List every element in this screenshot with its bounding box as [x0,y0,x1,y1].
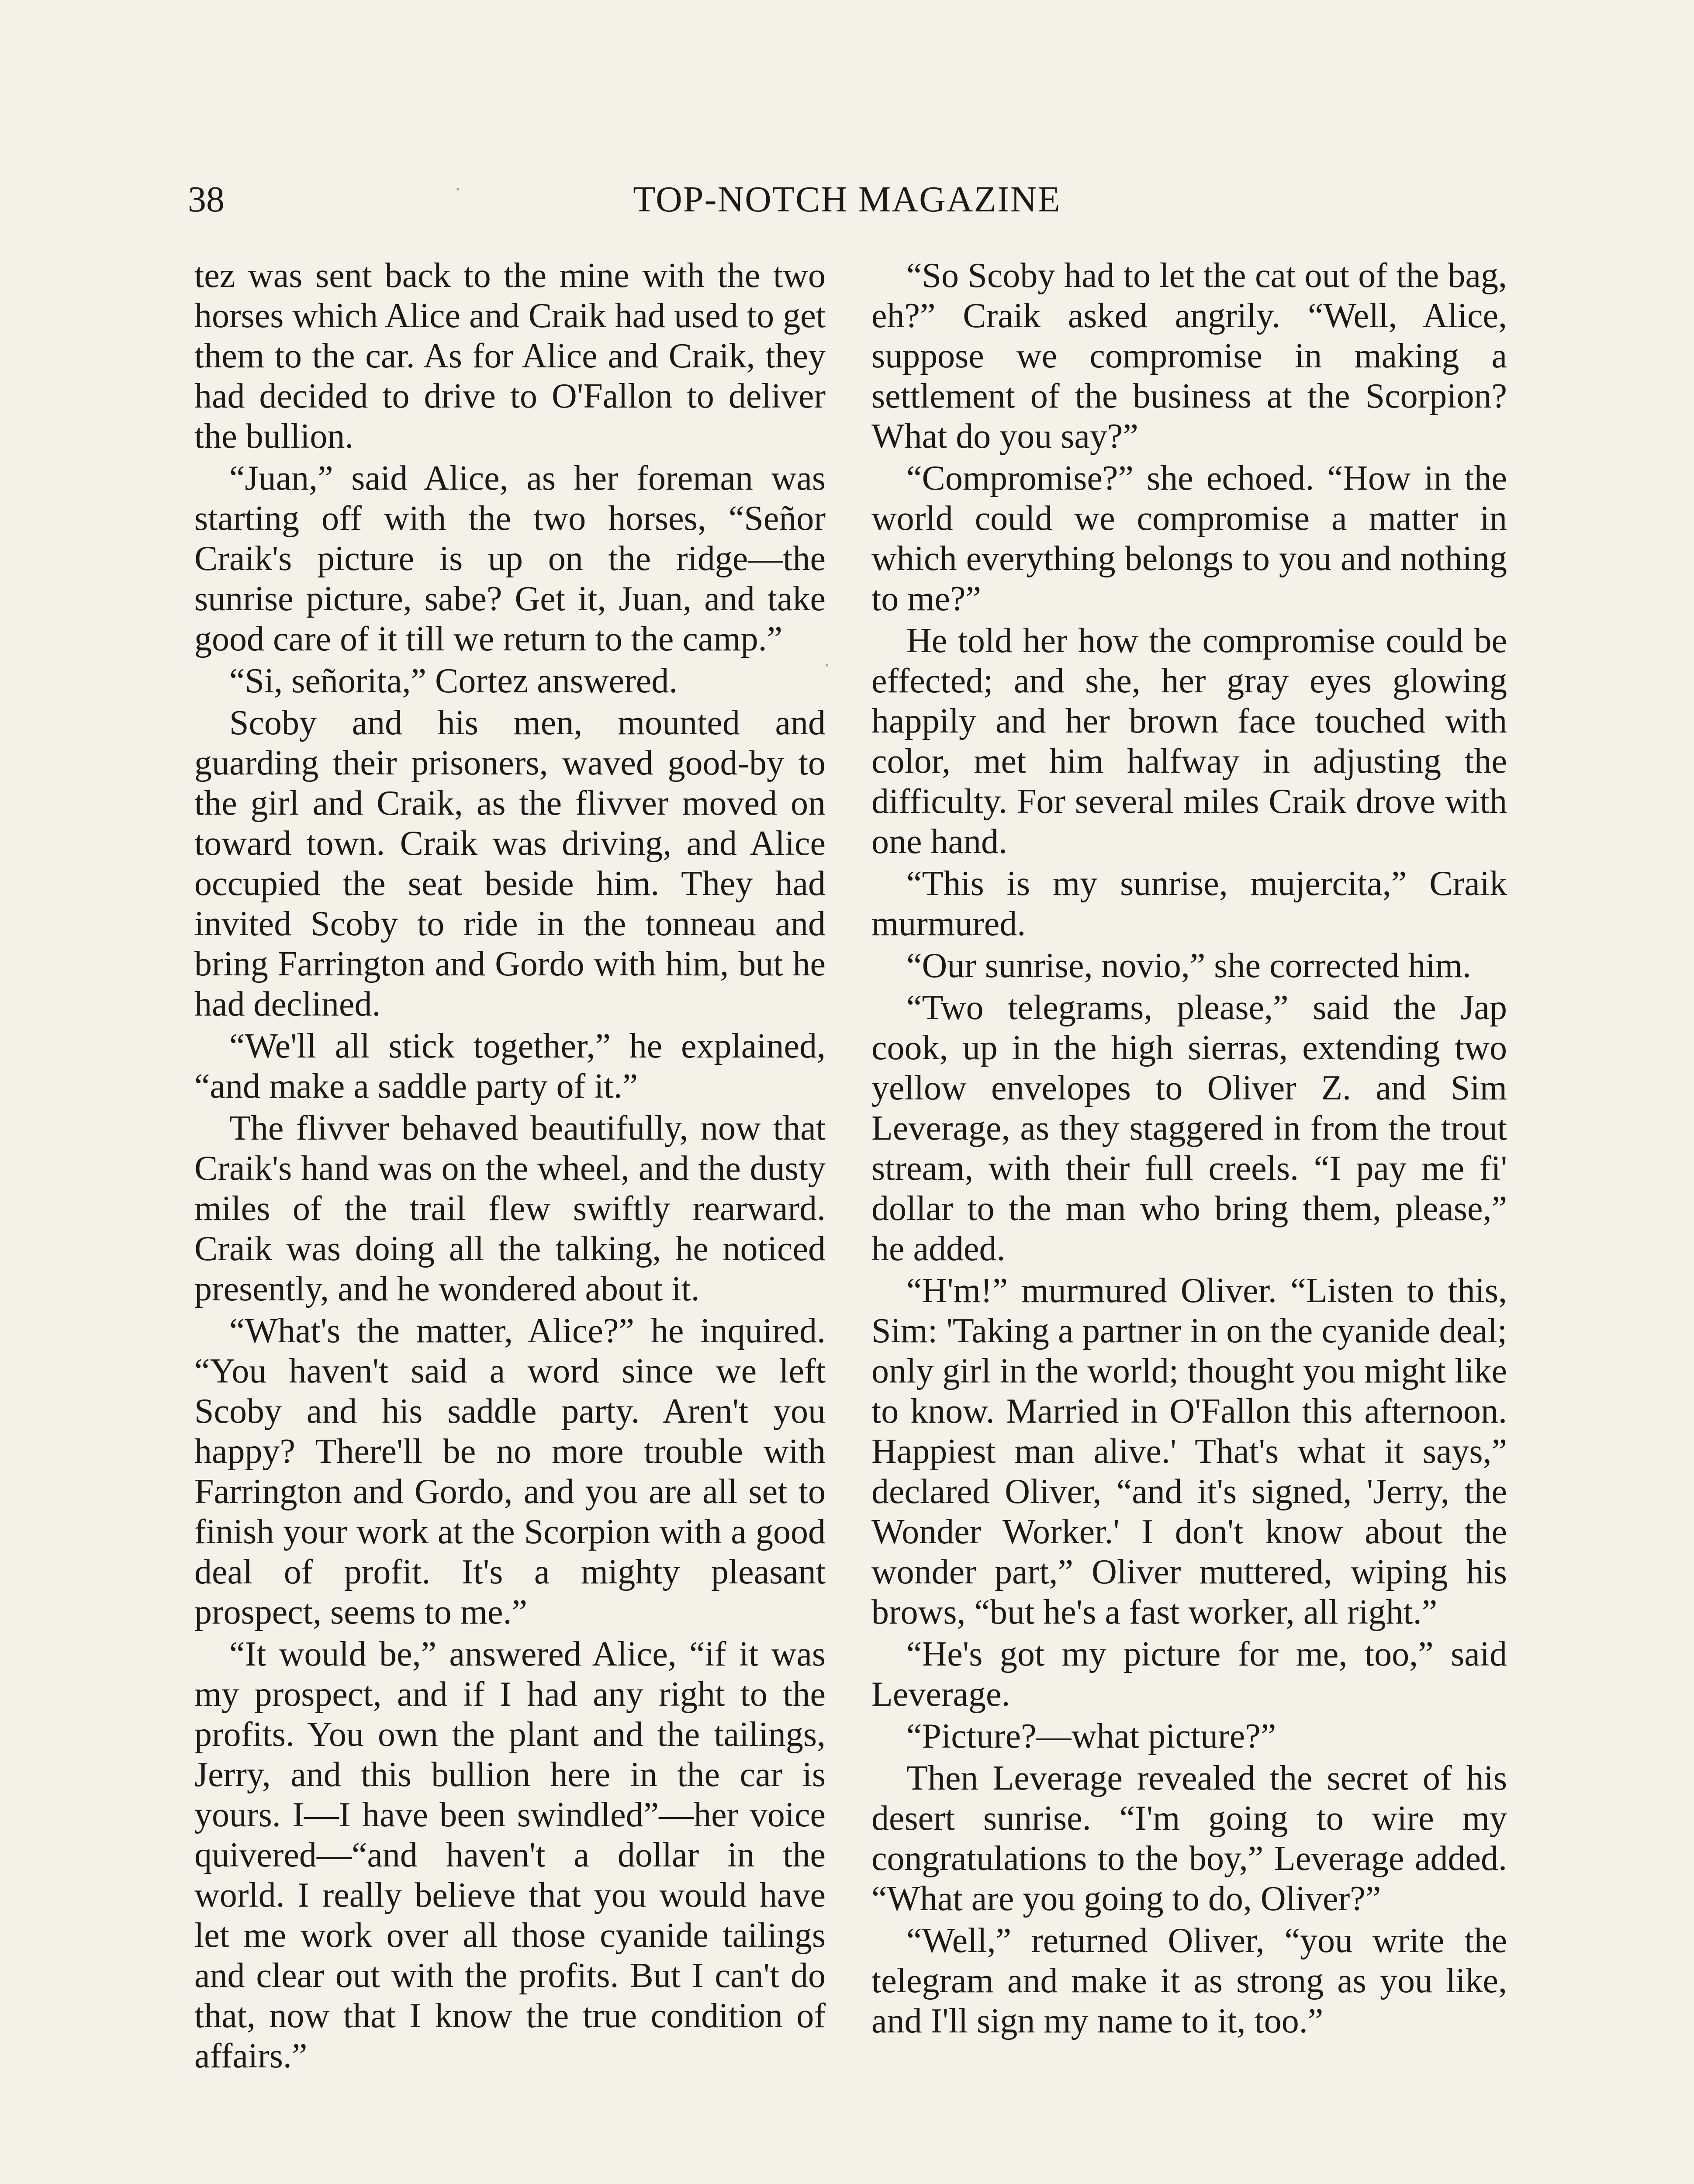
paragraph: “This is my sunrise, mujercita,” Craik murmured. [871,864,1507,943]
paragraph: “It would be,” answered Alice, “if it was my prospect, and if I had any right to the profits. You own the plant and the tailings, Jerry, and this bullion here in the car is yours. I—I have been swindled”—her voice quivered—“and haven't a dollar in the world. I really believe that you would have let me work over all those cyanide tailings and clear out with the profits. But I can't do that, now that I know the true condition of affairs.” [194,1635,826,2075]
paragraph: “Picture?—what picture?” [906,1717,1276,1755]
paragraph: “Two telegrams, please,” said the Jap cook, up in the high sierras, extending two yellow envelopes to Oliver Z. and Sim Leverage, as they staggered in from the trout stream, with their full creels. “I pay me fi' dollar to the man who bring them, please,” he added. [871,988,1507,1268]
paragraph: “So Scoby had to let the cat out of the bag, eh?” Craik asked angrily. “Well, Alice, suppose we compromise in making a settlement of the business at the Scorpion? What do you say?” [871,256,1507,456]
print-speck [826,664,828,667]
running-head: TOP-NOTCH MAGAZINE [633,179,1061,220]
paragraph: Scoby and his men, mounted and guarding their prisoners, waved good-by to the girl and Craik, as the flivver moved on toward town. Craik was driving, and Alice occupied the seat beside him. They had invited Scoby to ride in the tonneau and bring Farrington and Gordo with him, but he had declined. [194,704,826,1023]
paragraph: “Our sunrise, novio,” she corrected him. [906,947,1471,985]
left-column [194,256,826,2078]
paragraph: “What's the matter, Alice?” he inquired. “You haven't said a word since we left Scoby and his saddle party. Aren't you happy? There'll be no more trouble with Farrington and Gordo, and you are all set to finish your work at the Scorpion with a good deal of profit. It's a mighty pleasant prospect, seems to me.” [194,1312,826,1631]
paragraph: “Compromise?” she echoed. “How in the world could we compromise a matter in which everything belongs to you and nothing to me?” [871,459,1507,618]
paragraph: The flivver behaved beautifully, now that Craik's hand was on the wheel, and the dusty miles of the trail flew swiftly rearward. Craik was doing all the talking, he noticed presently, and he wondered about it. [194,1109,826,1308]
paragraph: tez was sent back to the mine with the two horses which Alice and Craik had used to get them to the car. As for Alice and Craik, they had decided to drive to O'Fallon to deliver the bullion. [194,256,826,456]
paragraph: “Juan,” said Alice, as her foreman was starting off with the two horses, “Señor Craik's picture is up on the ridge—the sunrise picture, sabe? Get it, Juan, and take good care of it till we return to the camp.” [194,459,826,658]
paragraph: “We'll all stick together,” he explained, “and make a saddle party of it.” [194,1027,826,1106]
right-column [871,256,1507,2043]
page-number: 38 [188,179,225,220]
paragraph: Then Leverage revealed the secret of his desert sunrise. “I'm going to wire my congratulations to the boy,” Leverage added. “What are you going to do, Oliver?” [871,1759,1507,1918]
paragraph: “Si, señorita,” Cortez answered. [229,662,678,700]
paragraph: “H'm!” murmured Oliver. “Listen to this, Sim: 'Taking a partner in on the cyanide deal; only girl in the world; thought you might like to know. Married in O'Fallon this afternoon. Happiest man alive.' That's what it says,” declared Oliver, “and it's signed, 'Jerry, the Wonder Worker.' I don't know about the wonder part,” Oliver muttered, wiping his brows, “but he's a fast worker, all right.” [871,1272,1507,1631]
print-speck [456,188,459,190]
paragraph: “He's got my picture for me, too,” said Leverage. [871,1635,1507,1714]
paragraph: “Well,” returned Oliver, “you write the telegram and make it as strong as you like, and I'll sign my name to it, too.” [871,1921,1507,2040]
paragraph: He told her how the compromise could be effected; and she, her gray eyes glowing happily and her brown face touched with color, met him halfway in adjusting the difficulty. For several miles Craik drove with one hand. [871,622,1507,861]
